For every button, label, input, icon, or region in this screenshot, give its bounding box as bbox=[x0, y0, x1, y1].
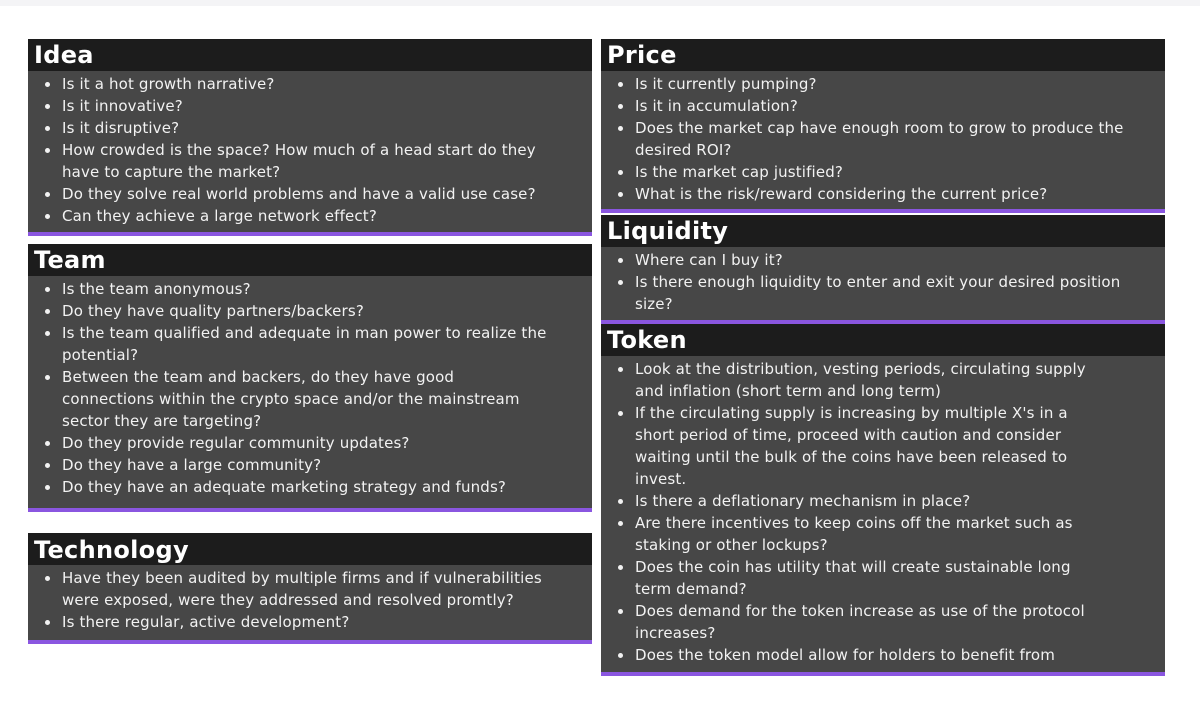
idea-item-text: Is it disruptive? bbox=[62, 119, 180, 137]
top-divider bbox=[0, 0, 1200, 6]
idea-list-item bbox=[62, 117, 592, 139]
token-item-text: Are there incentives to keep coins off the market such as bbox=[635, 514, 1073, 532]
token-item-text: short period of time, proceed with caution and consider bbox=[635, 426, 1062, 444]
technology-item-text: Have they been audited by multiple firms and if vulnerabilities bbox=[62, 569, 542, 587]
idea-item-text: have to capture the market? bbox=[62, 163, 281, 181]
idea-list-item bbox=[62, 183, 592, 205]
idea-item-text: Is it innovative? bbox=[62, 97, 183, 115]
token-card bbox=[601, 324, 1165, 676]
technology-list bbox=[28, 565, 592, 633]
price-item-text: Is it in accumulation? bbox=[635, 97, 798, 115]
token-title: Token bbox=[601, 324, 1165, 356]
idea-item-text: How crowded is the space? How much of a head start do they bbox=[62, 141, 536, 159]
team-list-item bbox=[62, 454, 592, 476]
team-item-text: connections within the crypto space and/or the mainstream bbox=[62, 390, 520, 408]
price-item-text: desired ROI? bbox=[635, 141, 732, 159]
idea-card bbox=[28, 39, 592, 236]
liquidity-card bbox=[601, 215, 1165, 324]
team-item-text: Do they have an adequate marketing strategy and funds? bbox=[62, 478, 507, 496]
token-item-text: term demand? bbox=[635, 580, 747, 598]
team-list bbox=[28, 276, 592, 498]
technology-item-text: were exposed, were they addressed and resolved promtly? bbox=[62, 591, 514, 609]
idea-item-text: Do they solve real world problems and have a valid use case? bbox=[62, 185, 536, 203]
liquidity-list bbox=[601, 247, 1165, 315]
idea-item-text: Can they achieve a large network effect? bbox=[62, 207, 377, 225]
idea-item-text: Is it a hot growth narrative? bbox=[62, 75, 275, 93]
price-item-text: What is the risk/reward considering the current price? bbox=[635, 185, 1048, 203]
price-list-item bbox=[635, 73, 1165, 95]
token-list-item bbox=[635, 358, 1165, 402]
technology-item-text: Is there regular, active development? bbox=[62, 613, 350, 631]
token-item-text: If the circulating supply is increasing by multiple X's in a bbox=[635, 404, 1068, 422]
price-list-item bbox=[635, 95, 1165, 117]
price-list-item bbox=[635, 183, 1165, 205]
price-item-text: Does the market cap have enough room to grow to produce the bbox=[635, 119, 1124, 137]
idea-list bbox=[28, 71, 592, 227]
token-item-text: Does the token model allow for holders to benefit from bbox=[635, 646, 1056, 664]
token-item-text: increases? bbox=[635, 624, 716, 642]
token-list-item bbox=[635, 600, 1165, 644]
technology-card bbox=[28, 533, 592, 644]
team-list-item bbox=[62, 278, 592, 300]
team-list-item bbox=[62, 432, 592, 454]
liquidity-list-item bbox=[635, 249, 1165, 271]
price-title: Price bbox=[601, 39, 1165, 71]
liquidity-item-text: size? bbox=[635, 295, 673, 313]
token-list-item bbox=[635, 644, 1165, 666]
team-title: Team bbox=[28, 244, 592, 276]
price-card bbox=[601, 39, 1165, 213]
idea-list-item bbox=[62, 73, 592, 95]
token-item-text: Does demand for the token increase as use of the protocol bbox=[635, 602, 1085, 620]
token-item-text: waiting until the bulk of the coins have been released to bbox=[635, 448, 1068, 466]
liquidity-list-item bbox=[635, 271, 1165, 315]
price-item-text: Is it currently pumping? bbox=[635, 75, 817, 93]
token-item-text: Look at the distribution, vesting periods, circulating supply bbox=[635, 360, 1086, 378]
team-item-text: Between the team and backers, do they have good bbox=[62, 368, 455, 386]
token-item-text: Does the coin has utility that will create sustainable long bbox=[635, 558, 1071, 576]
token-item-text: invest. bbox=[635, 470, 687, 488]
token-list-item bbox=[635, 512, 1165, 556]
token-item-text: and inflation (short term and long term) bbox=[635, 382, 941, 400]
token-list-item bbox=[635, 556, 1165, 600]
team-item-text: sector they are targeting? bbox=[62, 412, 262, 430]
technology-list-item bbox=[62, 611, 592, 633]
team-list-item bbox=[62, 300, 592, 322]
price-item-text: Is the market cap justified? bbox=[635, 163, 844, 181]
team-item-text: Do they have a large community? bbox=[62, 456, 322, 474]
idea-list-item bbox=[62, 205, 592, 227]
team-list-item bbox=[62, 366, 592, 432]
technology-list-item bbox=[62, 567, 592, 611]
price-list bbox=[601, 71, 1165, 205]
idea-list-item bbox=[62, 139, 592, 183]
team-item-text: Is the team qualified and adequate in man power to realize the bbox=[62, 324, 547, 342]
team-item-text: potential? bbox=[62, 346, 139, 364]
token-list-item bbox=[635, 402, 1165, 490]
liquidity-item-text: Is there enough liquidity to enter and exit your desired position bbox=[635, 273, 1121, 291]
team-item-text: Is the team anonymous? bbox=[62, 280, 251, 298]
price-list-item bbox=[635, 117, 1165, 161]
team-item-text: Do they provide regular community updates? bbox=[62, 434, 410, 452]
idea-title: Idea bbox=[28, 39, 592, 71]
token-list-item bbox=[635, 490, 1165, 512]
idea-list-item bbox=[62, 95, 592, 117]
technology-title: Technology bbox=[28, 533, 592, 565]
team-item-text: Do they have quality partners/backers? bbox=[62, 302, 364, 320]
liquidity-title: Liquidity bbox=[601, 215, 1165, 247]
team-card bbox=[28, 244, 592, 512]
price-list-item bbox=[635, 161, 1165, 183]
token-list bbox=[601, 356, 1165, 666]
token-item-text: staking or other lockups? bbox=[635, 536, 828, 554]
token-item-text: Is there a deflationary mechanism in place? bbox=[635, 492, 971, 510]
liquidity-item-text: Where can I buy it? bbox=[635, 251, 783, 269]
team-list-item bbox=[62, 322, 592, 366]
team-list-item bbox=[62, 476, 592, 498]
